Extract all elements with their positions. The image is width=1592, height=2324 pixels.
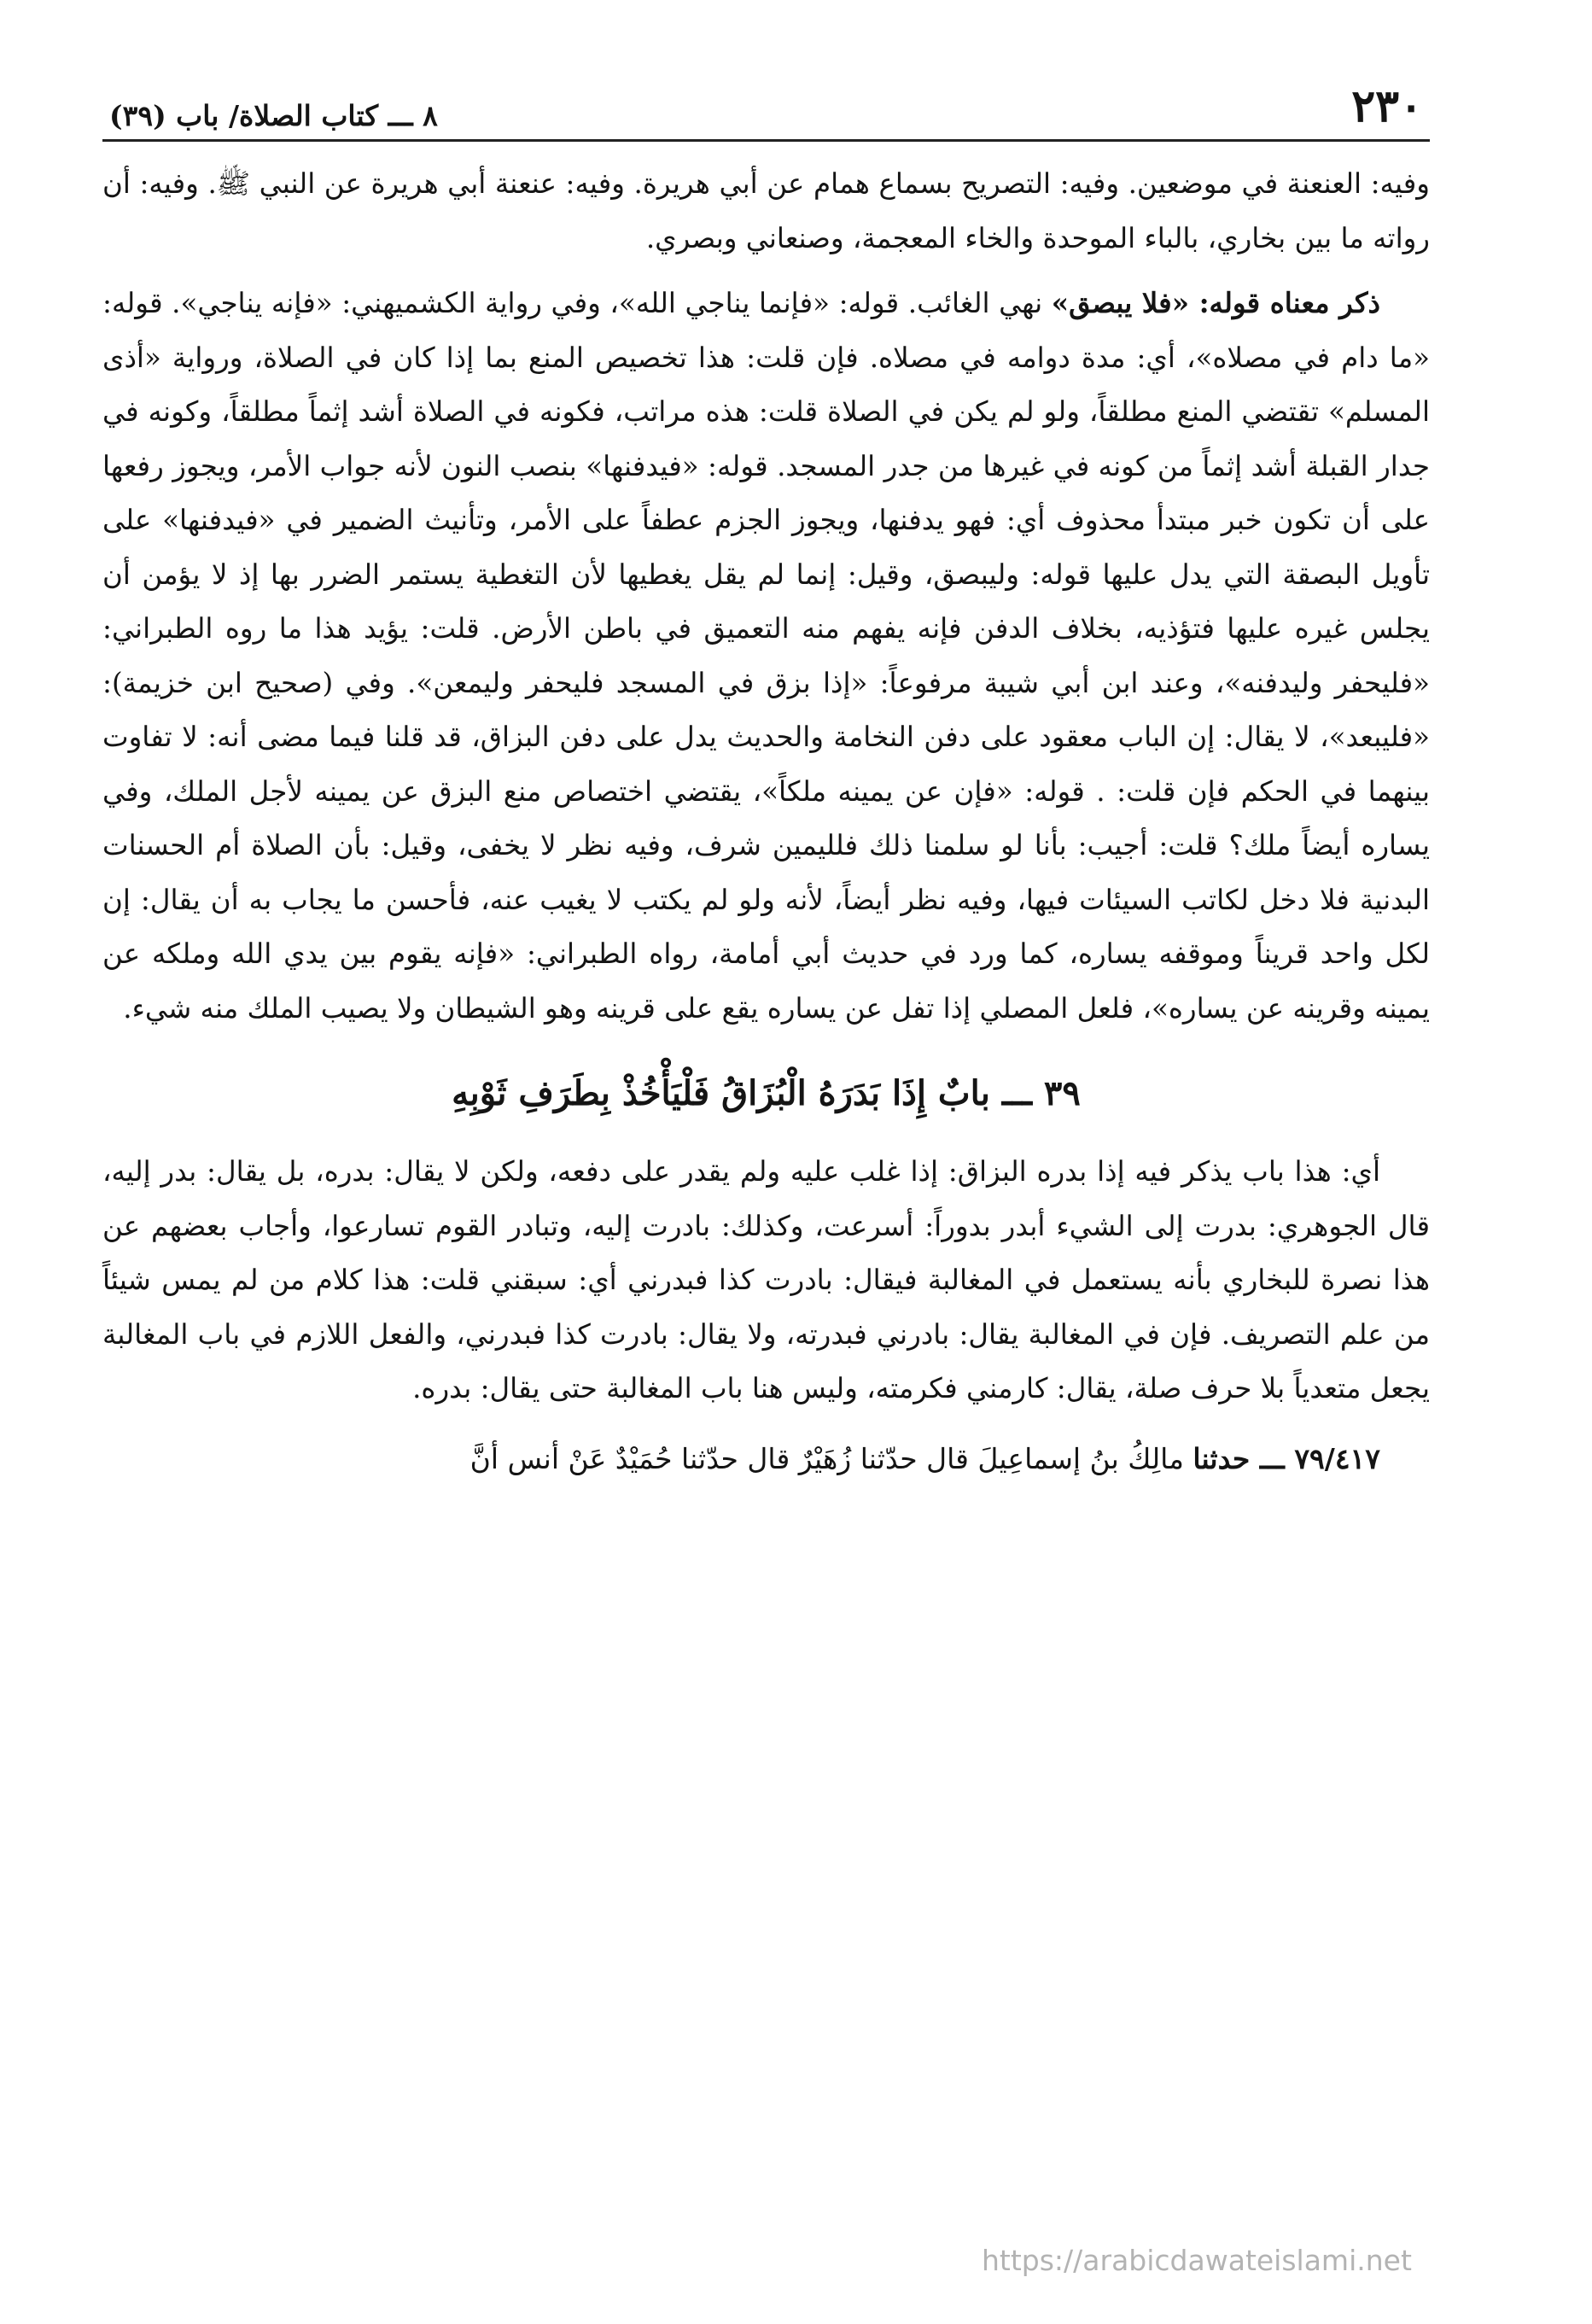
hadith-lead: حدثنا: [1193, 1441, 1251, 1475]
watermark-url: https://arabicdawateislami.net: [982, 2244, 1412, 2277]
page-header: [102, 75, 1430, 142]
hadith-number: ٧٩/٤١٧: [1294, 1441, 1380, 1475]
chapter-commentary: أي: هذا باب يذكر فيه إذا بدره البزاق: إذا غلب عليه ولم يقدر على دفعه، ولكن لا يقال: بدره، بل يقال: بدر إليه، قال الجوهري: بدرت إلى الشيء أبدر بدوراً: أسرعت، وكذلك: بادرت إليه، وتبادر القوم تسارعوا، وأجاب بعضهم عن هذا نصرة للبخاري بأنه يستعمل في المغالبة فيقال: بادرت كذا فبدرني أي: سبقني قلت: هذا كلام من لم يمس شيئاً من علم التصريف. فإن في المغالبة يقال: بادرني فبدرته، ولا يقال: بادرت كذا فبدرني، والفعل اللازم في باب المغالبة يجعل متعدياً بلا حرف صلة، يقال: كارمني فكرمته، وليس هنا باب المغالبة حتى يقال: بدره.: [102, 1155, 1430, 1404]
commentary-paragraph-2-body: نهي الغائب. قوله: «فإنما يناجي الله»، وفي رواية الكشميهني: «فإنه يناجي». قوله: «ما دام في مصلاه»، أي: مدة دوامه في مصلاه. فإن قلت: هذا تخصيص المنع بما إذا كان في الصلاة، ورواية «أذى المسلم» تقتضي المنع مطلقاً، ولو لم يكن في الصلاة قلت: هذه مراتب، فكونه في الصلاة أشد إثماً مطلقاً، وكونه في جدار القبلة أشد إثماً من كونه في غيرها من جدر المسجد. قوله: «فيدفنها» بنصب النون لأنه جواب الأمر، ويجوز رفعها على أن تكون خبر مبتدأ محذوف أي: فهو يدفنها، ويجوز الجزم عطفاً على الأمر، وتأنيث الضمير في «فيدفنها» على تأويل البصقة التي يدل عليها قوله: وليبصق، وقيل: إنما لم يقل يغطيها لأن التغطية يستمر الضرر بها إذ لا يؤمن أن يجلس غيره عليها فتؤذيه، بخلاف الدفن فإنه يفهم منه التعميق في باطن الأرض. قلت: يؤيد هذا ما روه الطبراني: «فليحفر وليدفنه»، وعند ابن أبي شيبة مرفوعاً: «إذا بزق في المسجد فليحفر وليمعن». وفي (صحيح ابن خزيمة): «فليبعد»، لا يقال: إن الباب معقود على دفن النخامة والحديث يدل على دفن البزاق، قد قلنا فيما مضى أنه: لا تفاوت بينهما في الحكم فإن قلت: . قوله: «فإن عن يمينه ملكاً»، يقتضي اختصاص منع البزق عن يمينه لأجل الملك، وفي يساره أيضاً ملك؟ قلت: أجيب: بأنا لو سلمنا ذلك فلليمين شرف، وفيه نظر لا يخفى، وقيل: بأن الصلاة أم الحسنات البدنية فلا دخل لكاتب السيئات فيها، وفيه نظر أيضاً، لأنه ولو لم يكتب لا يغيب عنه، فأحسن ما يجاب به أن يقال: إن لكل واحد قريناً وموقفه يساره، كما ورد في حديث أبي أمامة، رواه الطبراني: «فإنه يقوم بين يدي الله وملكه عن يمينه وقرينه عن يساره»، فلعل المصلي إذا تفل عن يساره يقع على قرينه وهو الشيطان ولا يصيب الملك منه شيء.: [102, 287, 1430, 1025]
hadith-dash: ـــ: [1250, 1441, 1295, 1475]
running-head: ٨ ـــ كتاب الصلاة/ باب (٣٩): [109, 99, 438, 132]
commentary-paragraph-2: [102, 276, 1430, 1036]
page-number: ٢٣٠: [1351, 80, 1423, 132]
book-page: [102, 75, 1430, 2278]
hadith-text: مالِكُ بنُ إسماعِيلَ قال حدّثنا زُهَيْرٌ قال حدّثنا حُمَيْدٌ عَنْ أنس أنَّ: [469, 1441, 1193, 1475]
meaning-heading: ذكر معناه قوله: «فلا يبصق»: [1051, 286, 1381, 319]
hadith-line: [102, 1432, 1430, 1486]
commentary-paragraph-1: وفيه: العنعنة في موضعين. وفيه: التصريح بسماع همام عن أبي هريرة. وفيه: عنعنة أبي هريرة عن النبي ﷺ. وفيه: أن رواته ما بين بخاري، بالباء الموحدة والخاء المعجمة، وصنعاني وبصري.: [102, 167, 1430, 254]
chapter-title: ٣٩ ـــ بابٌ إِذَا بَدَرَهُ الْبُزَاقُ فَلْيَأْخُذْ بِطَرَفِ ثَوْبِهِ: [452, 1073, 1081, 1113]
page-text: [102, 157, 1430, 1486]
